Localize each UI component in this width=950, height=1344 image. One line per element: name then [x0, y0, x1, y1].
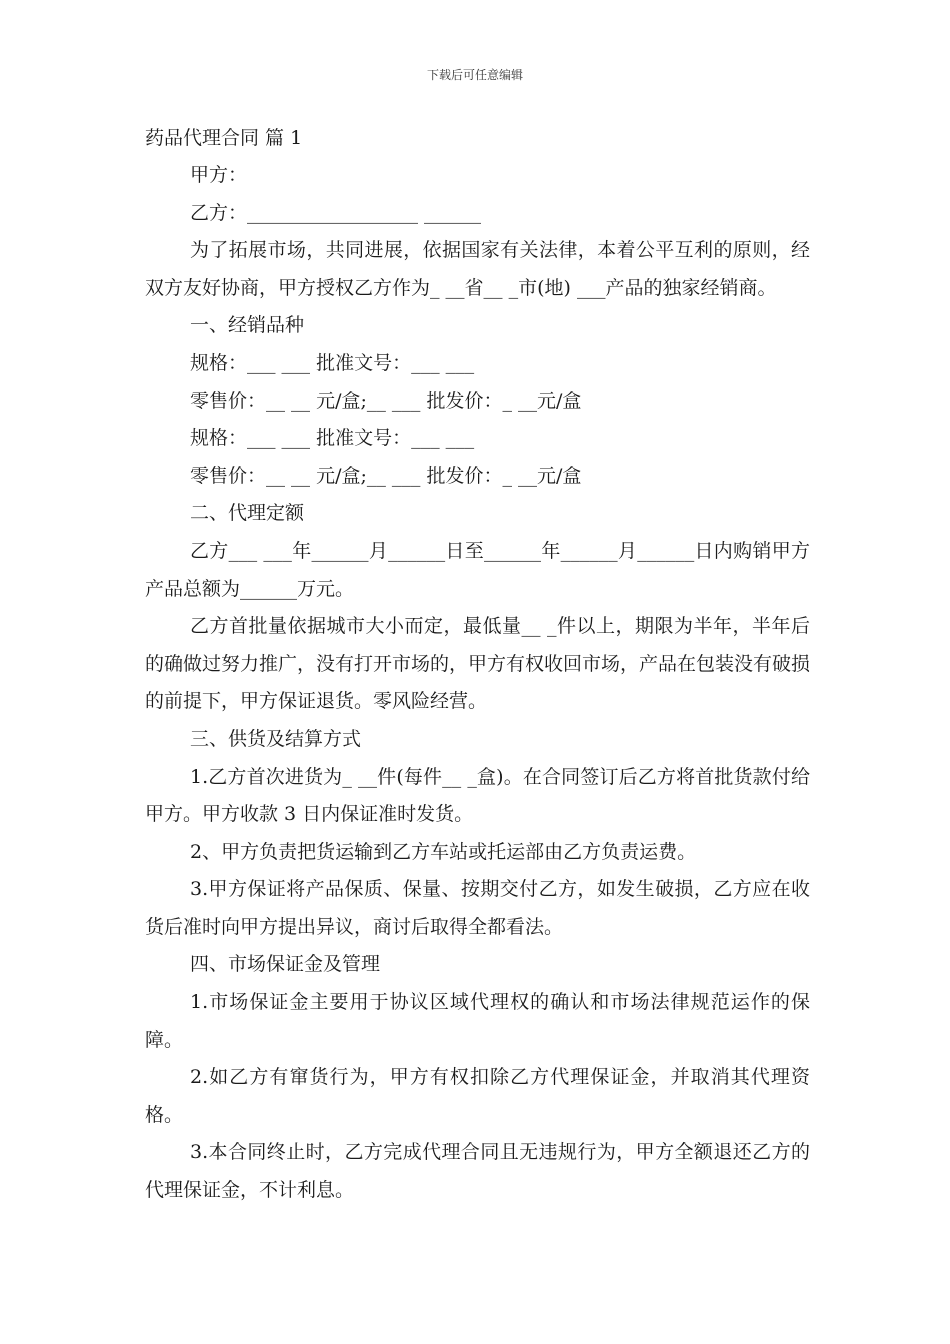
section-heading-4: 四、市场保证金及管理 — [190, 953, 381, 976]
deposit-clause-3: 3.本合同终止时，乙方完成代理合同且无违规行为，甲方全额退还乙方的代理保证金，不计利息。 — [145, 1141, 810, 1202]
section-heading-1: 一、经销品种 — [190, 314, 305, 337]
spec-line-2: 规格：___ ___ 批准文号：___ ___ — [190, 427, 475, 450]
deposit-clause-2: 2.如乙方有窜货行为，甲方有权扣除乙方代理保证金，并取消其代理资格。 — [145, 1066, 810, 1126]
price-line-2: 零售价：__ __ 元/盒;__ ___ 批发价：_ __元/盒 — [190, 464, 582, 487]
section-heading-3: 三、供货及结算方式 — [190, 727, 362, 750]
preamble-paragraph: 为了拓展市场，共同进展，依据国家有关法律，本着公平互利的原则，经双方友好协商，甲方授权乙方作为_ __省__ _市(地) ___产品的独家经销商。 — [145, 239, 810, 299]
document-body — [145, 120, 810, 1210]
supply-clause-2: 2、甲方负责把货运输到乙方车站或托运部由乙方负责运费。 — [190, 840, 697, 863]
party-b-line: 乙方：__________________ ______ — [190, 201, 482, 224]
quota-paragraph: 乙方___ ___年______月______日至______年______月______日内购销甲方产品总额为______万元。 — [145, 539, 810, 600]
document-title: 药品代理合同 篇 1 — [145, 127, 303, 149]
spec-line-1: 规格：___ ___ 批准文号：___ ___ — [190, 351, 475, 374]
supply-clause-1: 1.乙方首次进货为_ __件(每件__ _盒)。在合同签订后乙方将首批货款付给甲方。甲方收款 3 日内保证准时发货。 — [145, 765, 810, 826]
header-note: 下载后可任意编辑 — [426, 68, 523, 82]
section-heading-2: 二、代理定额 — [190, 502, 305, 525]
supply-clause-3: 3.甲方保证将产品保质、保量、按期交付乙方，如发生破损，乙方应在收货后准时向甲方提出异议，商讨后取得全都看法。 — [145, 878, 810, 938]
price-line-1: 零售价：__ __ 元/盒;__ ___ 批发价：_ __元/盒 — [190, 389, 582, 412]
first-batch-paragraph: 乙方首批量依据城市大小而定，最低量__ _件以上，期限为半年，半年后的确做过努力推广，没有打开市场的，甲方有权收回市场，产品在包装没有破损的前提下，甲方保证退货。零风险经营。 — [145, 615, 811, 713]
party-a-line: 甲方： — [190, 164, 248, 186]
deposit-clause-1: 1.市场保证金主要用于协议区域代理权的确认和市场法律规范运作的保障。 — [145, 991, 810, 1051]
